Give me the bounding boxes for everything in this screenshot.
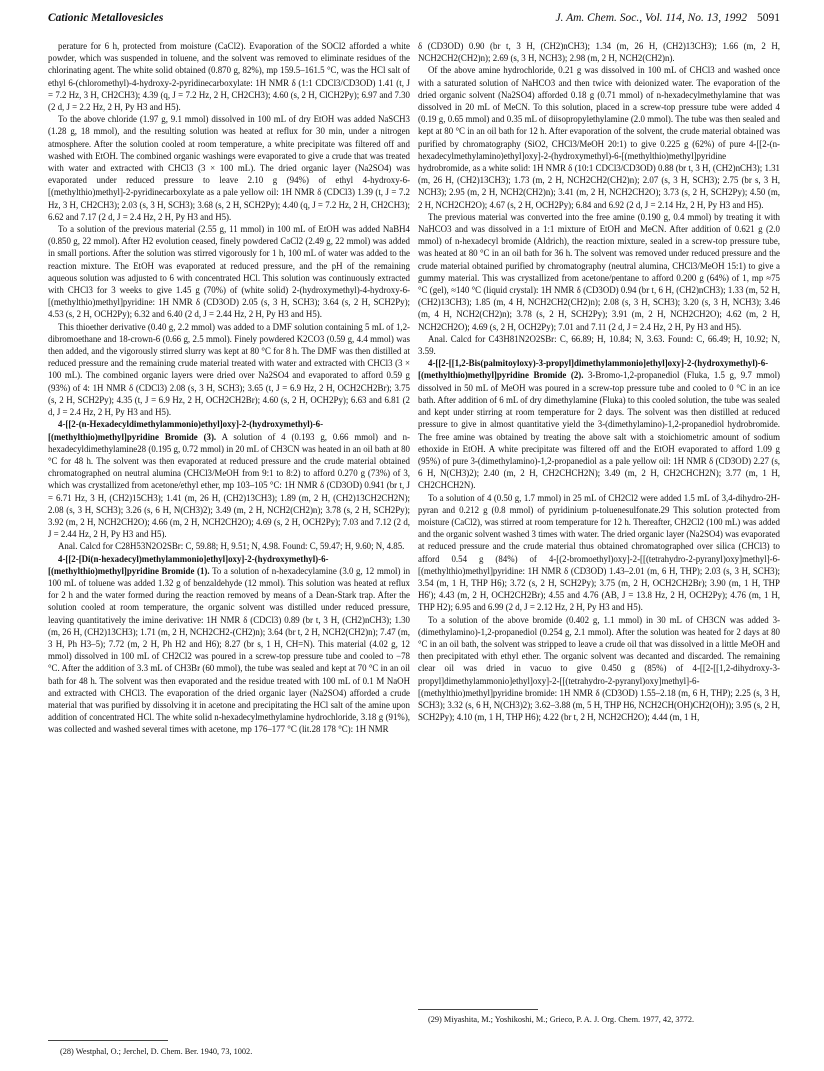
left-column [48,40,410,736]
paragraph [418,492,780,614]
paragraph [48,321,410,419]
paragraph [418,64,780,210]
compound-heading: 4-[[2-[Di(n-hexadecyl)methylammonio]ethyl]oxy]-2-(hydroxymethyl)-6-[(methylthio)methyl]pyridine Bromide (1). [48,553,329,576]
paragraph-text: This thioether derivative (0.40 g, 2.2 mmol) was added to a DMF solution containing 5 mL of 1,2-dibromoethane and 18-crown-6 (0.66 g, 2.5 mmol). Finely powdered K2CO3 (0.59 g, 4.4 mmol) was then added, and the vigorously stirred slurry was kept at 80 °C for 8 h. The DMF was then distilled at reduced pressure and the remaining crude material treated with water and extracted with CHCl3 (3 × 100 mL). The combined organic layers were dried over Na2SO4 and evaporated to afford 0.59 g (93%) of 4: 1H NMR δ (CDCl3) 2.08 (s, 3 H, SCH3); 3.65 (t, J = 6.9 Hz, 2 H, OCH2CH2Br); 3.75 (s, 2 H, SCH2Py); 4.35 (t, J = 6.9 Hz, 2 H, OCH2CH2Br); 4.60 (s, 2 H, OCH2Py); 6.63 and 6.81 (2 d, J = 2.4 Hz, 2 H, Py H3 and H5). [48,321,410,418]
compound-heading: 4-[[2-(n-Hexadecyldimethylammonio)ethyl]oxy]-2-(hydroxymethyl)-6-[(methylthio)methyl]pyridine Bromide (3). [48,419,324,442]
paragraph [418,333,780,357]
paragraph-text: δ (CD3OD) 0.90 (br t, 3 H, (CH2)nCH3); 1.34 (m, 26 H, (CH2)13CH3); 1.66 (m, 2 H, NCH2CH2(CH2)n); 2.69 (s, 3 H, NCH3); 2.98 (m, 2 H, NCH2(CH2)n). [418,41,780,64]
paragraph-text: To a solution of the above bromide (0.402 g, 1.1 mmol) in 30 mL of CH3CN was added 3-(dimethylamino)-1,2-propanediol (0.254 g, 2.1 mmol). After the solution was heated for 2 days at 80 °C in an oil bath, the solvent was stripped to leave a crude oil that was dissolved in a little MeOH and then precipitated with ethyl ether. The organic solvent was decanted and discarded. The remaining clear oil was dried in vacuo to give 0.450 g (85%) of 4-[[2-[[1,2-dihydroxy-3-propyl]dimethylammonio]ethyl]oxy]-2-[[(tetrahydro-2-pyranyl)oxy]methyl]-6-[(methylthio)methyl]pyridine bromide: 1H NMR δ (CD3OD) 1.55–2.18 (m, 6 H, THP); 2.25 (s, 3 H, SCH3); 3.32 (s, 6 H, N(CH3)2); 3.62–3.88 (m, 5 H, THP H6, NCH2CH(OH)CH2(OH)); 3.95 (s, 2 H, SCH2Py); 4.10 (m, 1 H, THP H6); 4.22 (br t, 2 H, NCH2CH2O); 4.44 (m, 1 H, [418,614,780,723]
paragraph [48,418,410,540]
paragraph-text: Anal. Calcd for C28H53N2O2SBr: C, 59.88; H, 9.51; N, 4.98. Found: C, 59.47; H, 9.60; N, 4.85. [58,541,405,552]
paragraph-text: Of the above amine hydrochloride, 0.21 g was dissolved in 100 mL of CHCl3 and washed once with a saturated solution of NaHCO3 and then twice with deionized water. The evaporation of the dried organic solvent (Na2SO4) afforded 0.18 g (0.71 mmol) of n-hexadecylmethylamine that was dissolved in 20 mL of MeCN. To this solution, placed in a screw-top pressure tube were added 4 (0.19 g, 0.65 mmol) and 0.35 mL of diisopropylethylamine (2.0 mmol). The tube was then sealed and kept at 80 °C in an oil bath for 12 h. After evaporation of the solvent, the crude material obtained was purified by chromatography (SiO2, CHCl3/MeOH 20:1) to give 0.225 g (62%) of pure 4-[[2-(n-hexadecylmethylamino)ethyl]oxy]-2-(hydroxymethyl)-6-[(methylthio)methyl]pyridine hydrobromide, as a white solid: 1H NMR δ (10:1 CDCl3/CD3OD) 0.88 (br t, 3 H, (CH2)nCH3); 1.31 (m, 26 H, (CH2)13CH3); 1.73 (m, 2 H, NCH2CH2(CH2)n); 2.07 (s, 3 H, SCH3); 2.75 (br s, 3 H, NCH3); 2.95 (m, 2 H, NCH2(CH2)n); 3.41 (m, 2 H, NCH2CH2O); 3.73 (s, 2 H, SCH2Py); 4.50 (m, 2 H, NCH2CH2O); 4.67 (s, 2 H, OCH2Py); 6.84 and 6.92 (2 d, J = 2.14 Hz, 2 H, Py H3 and H5). [418,65,780,210]
paragraph [48,40,410,113]
footnote-rule-right [418,1009,538,1010]
paragraph [418,40,780,64]
paragraph-text: 3-Bromo-1,2-propanediol (Fluka, 1.5 g, 9.7 mmol) dissolved in 50 mL of MeOH was poured in a screw-top pressure tube and cooled to 0 °C in an ice bath. After addition of 6 mL of dry dimethylamine (Fluka) to this cooled solution, the tube was sealed and kept under stirring at room temperature for 2 days. The solvent was then distilled at reduced pressure to give in almost quantitative yield the 3-(dimethylamino)-1,2-propanediol hydrobromide. The free amine was obtained by treating the above salt with a stoichiometric amount of sodium ethoxide in EtOH. A white precipitate was filtered off and the EtOH evaporated to afford 1.09 g (95%) of pure 3-(dimethylamino)-1,2-propanediol as a pale yellow oil: 1H NMR δ (CD3OD) 2.27 (s, 6 H, N(CH3)2); 2.40 (m, 2 H, CH2CHCH2N); 3.49 (m, 2 H, CH2CHCH2N); 3.77 (m, 1 H, CH2CHCH2N). [418,370,781,491]
footnote-29: (29) Miyashita, M.; Yoshikoshi, M.; Grieco, P. A. J. Org. Chem. 1977, 42, 3772. [428,1015,695,1024]
paragraph-text: To a solution of 4 (0.50 g, 1.7 mmol) in 25 mL of CH2Cl2 were added 1.5 mL of 3,4-dihydro-2H-pyran and 0.212 g (0.8 mmol) of pyridinium p-toluenesulfonate.29 This solution protected from moisture (CaCl2), was stirred at room temperature for 12 h. Thereafter, CH2Cl2 (100 mL) was added and the organic solvent washed 3 times with water. The dried organic layer (Na2SO4) was evaporated at reduced pressure and the crude material thus obtained chromatographed over silica (CHCl3) to afford 0.54 g (84%) of 4-[(2-bromoethyl)oxy]-2-[[(tetrahydro-2-pyranyl)oxy]methyl]-6-[(methylthio)methyl]pyridine: 1H NMR δ (CD3OD) 1.43–2.01 (m, 6 H, THP); 2.03 (s, 3 H, SCH3); 3.54 (m, 1 H, THP H6); 3.72 (s, 2 H, SCH2Py); 3.75 (m, 2 H, OCH2CH2Br); 3.90 (m, 1 H, THP H6'); 4.43 (m, 2 H, OCH2CH2Br); 4.55 and 4.76 (AB, J = 13.8 Hz, 2 H, OCH2Py); 4.76 (m, 1 H, THP H2); 6.95 and 6.99 (2 d, J = 2.12 Hz, 2 H, Py H3 and H5). [418,492,780,613]
paragraph-text: To a solution of n-hexadecylamine (3.0 g, 12 mmol) in 100 mL of toluene was added 1.32 g of benzaldehyde (12 mmol). This solution was heated at reflux for 2 h and the water formed during the reaction removed by means of a Dean-Stark trap. After the solution cooled at room temperature, the organic solvent was distilled under reduced pressure, leaving quantitatively the imine derivative: 1H NMR δ (CDCl3) 0.89 (br t, 3 H, (CH2)nCH3); 1.30 (m, 26 H, (CH2)13CH3); 1.71 (m, 2 H, NCH2CH2-(CH2)n); 3.64 (br t, 2 H, NCH2(CH2)n); 7.47 (m, 3 H, Ph H3–5); 7.72 (m, 2 H, Ph H2 and H6); 8.27 (br s, 1 H, CH=N). This material (4.02 g, 12 mmol) dissolved in 100 mL of CH2Cl2 was poured in a screw-top pressure tube and cooled to −78 °C. After the addition of 3.3 mL of CH3Br (60 mmol), the tube was sealed and kept at 70 °C in an oil bath for 48 h. The solvent was then evaporated and the residue treated with 100 mL of 0.1 M NaOH and extracted with CHCl3. The evaporation of the dried organic layer (Na2SO4) afforded a crude material that was purified by dissolving it in acetone and precipitating the HCl salt of the amine upon addition of concentrated HCl. The white solid n-hexadecylmethylamine hydrochloride, 3.18 g (91%), was collected and washed several times with acetone, mp 176–177 °C (lit.28 178 °C): 1H NMR [48,565,411,735]
paragraph-text: To a solution of the previous material (2.55 g, 11 mmol) in 100 mL of EtOH was added NaBH4 (0.850 g, 22 mmol). After H2 evolution ceased, finely powdered CaCl2 (2.49 g, 22 mmol) was added in small portions. After the solution was stirred vigorously for 1 h, 100 mL of water was added to the reaction mixture. The EtOH was evaporated at reduced pressure, and the pH of the remaining aqueous solution was adjusted to 6 with concentrated HCl. This solution was continuously extracted with CHCl3 for 3 weeks to give 1.45 g (70%) of (white solid) 2-(hydroxymethyl)-4-hydroxy-6-[(methylthio)methyl]pyridine: 1H NMR δ (CD3OD) 2.05 (s, 3 H, SCH3); 3.64 (s, 2 H, SCH2Py); 4.53 (s, 2 H, OCH2Py); 6.32 and 6.40 (2 d, J = 2.44 Hz, 2 H, Py H3 and H5). [48,224,410,320]
compound-heading: 4-[[2-[[1,2-Bis(palmitoyloxy)-3-propyl]dimethylammonio]ethyl]oxy]-2-(hydroxymethyl)-6-[(methylthio)methyl]pyridine Bromide (2). [418,358,769,381]
page-number: 5091 [757,12,780,24]
paragraph [418,357,780,491]
right-column [418,40,780,723]
paragraph [418,211,780,333]
paragraph-text: A solution of 4 (0.193 g, 0.66 mmol) and n-hexadecyldimethylamine28 (0.195 g, 0.72 mmol) in 20 mL of CH3CN was heated in an oil bath at 80 °C for 48 h. The solvent was then evaporated at reduced pressure and the crude material obtained chromatographed on neutral alumina (CHCl3/MeOH from 9:1 to 8:2) to afford 0.270 g (73%) of 3, which was crystallized from acetone/ethyl ether, mp 103–105 °C: 1H NMR δ (CD3OD) 0.941 (br t, J = 6.71 Hz, 3 H, (CH2)15CH3); 1.41 (m, 26 H, (CH2)13CH3); 1.89 (m, 2 H, (CH2)13CH2CH2N); 2.08 (s, 3 H, SCH3); 3.26 (s, 6 H, N(CH3)2); 3.49 (m, 2 H, NCH2(CH2)n); 3.78 (s, 2 H, SCH2Py); 3.92 (m, 2 H, NCH2CH2O); 4.66 (m, 2 H, NCH2CH2O); 4.69 (s, 2 H, OCH2Py); 7.03 and 7.12 (2 d, J = 2.44 Hz, 2 H, Py H3 and H5). [48,431,410,540]
paragraph [48,113,410,223]
citation-text: J. Am. Chem. Soc., Vol. 114, No. 13, 1992 [555,12,747,24]
page-header [48,12,780,30]
paragraph-text: perature for 6 h, protected from moisture (CaCl2). Evaporation of the SOCl2 afforded a white powder, which was suspended in toluene, and the solvent was removed to eliminate residues of the chlorinating agent. The white solid obtained (0.870 g, 82%), mp 159.5–161.5 °C, was the HCl salt of ethyl 6-(chloromethyl)-4-hydroxy-2-pyridinecarboxylate: 1H NMR δ (1:1 CDCl3/CD3OD) 1.41 (t, J = 7.2 Hz, 3 H, CH2CH3); 4.39 (q, J = 7.2 Hz, 2 H, CH2CH3); 4.60 (s, 2 H, ClCH2Py); 6.97 and 7.30 (2 d, J = 2.2 Hz, 2 H, Py H3 and H5). [48,41,410,113]
paragraph [48,553,410,736]
paragraph [48,223,410,321]
running-title: Cationic Metallovesicles [48,12,164,24]
footnote-rule-left [48,1040,168,1041]
journal-citation [555,12,780,24]
paragraph-text: To the above chloride (1.97 g, 9.1 mmol) dissolved in 100 mL of dry EtOH was added NaSCH3 (1.28 g, 18 mmol), and the resulting solution was heated at reflux for 30 min, under a nitrogen atmosphere. After the solution cooled at room temperature, a white precipitate was filtered off and washed with EtOH. The combined organic washings were evaporated to give a crude that was treated with water and extracted with CHCl3 (3 × 100 mL). The dried organic layer (Na2SO4) was evaporated under reduced pressure to leave 2.10 g (94%) of ethyl 4-hydroxy-6-[(methylthio)methyl]-2-pyridinecarboxylate as a pale yellow oil: 1H NMR δ (CDCl3) 1.39 (t, J = 7.2 Hz, 3 H, CH2CH3); 2.03 (s, 3 H, SCH3); 3.68 (s, 2 H, SCH2Py); 4.40 (q, J = 7.2 Hz, 2 H, CH2CH3); 6.62 and 7.17 (2 d, J = 2.4 Hz, 2 H, Py H3 and H5). [48,114,410,222]
paragraph [48,540,410,552]
paragraph-text: Anal. Calcd for C43H81N2O2SBr: C, 66.89; H, 10.84; N, 3.63. Found: C, 66.49; H, 10.92; N, 3.59. [418,333,780,357]
paragraph [418,614,780,724]
footnote-28: (28) Westphal, O.; Jerchel, D. Chem. Ber. 1940, 73, 1002. [60,1047,253,1056]
paragraph-text: The previous material was converted into the free amine (0.190 g, 0.4 mmol) by treating it with NaHCO3 and was dissolved in a 1:1 mixture of EtOH and MeCN. After addition of 0.621 g (2.0 mmol) of n-hexadecyl bromide (Aldrich), the reaction mixture, sealed in a screw-top pressure tube, was heated at 80 °C in an oil bath for 36 h. The solvent was removed under reduced pressure and the crude material obtained purified by chromatography (neutral alumina, CHCl3/MeOH 15:1) to give a gummy material. This was crystallized from acetone/pentane to afford 0.200 g (64%) of 1, mp ≈75 °C (gel), ≈140 °C (liquid crystal): 1H NMR δ (CD3OD) 0.94 (br t, 6 H, (CH2)nCH3); 1.33 (m, 52 H, (CH2)13CH3); 1.85 (m, 4 H, NCH2CH2(CH2)n); 2.08 (s, 3 H, SCH3); 3.20 (s, 3 H, NCH3); 3.46 (m, 4 H, NCH2(CH2)n); 3.78 (s, 2 H, SCH2Py); 3.91 (m, 2 H, NCH2CH2O); 4.62 (m, 2 H, NCH2CH2O); 4.69 (s, 2 H, OCH2Py); 7.01 and 7.11 (2 d, J = 2.4 Hz, 2 H, Py H3 and H5). [418,211,780,332]
